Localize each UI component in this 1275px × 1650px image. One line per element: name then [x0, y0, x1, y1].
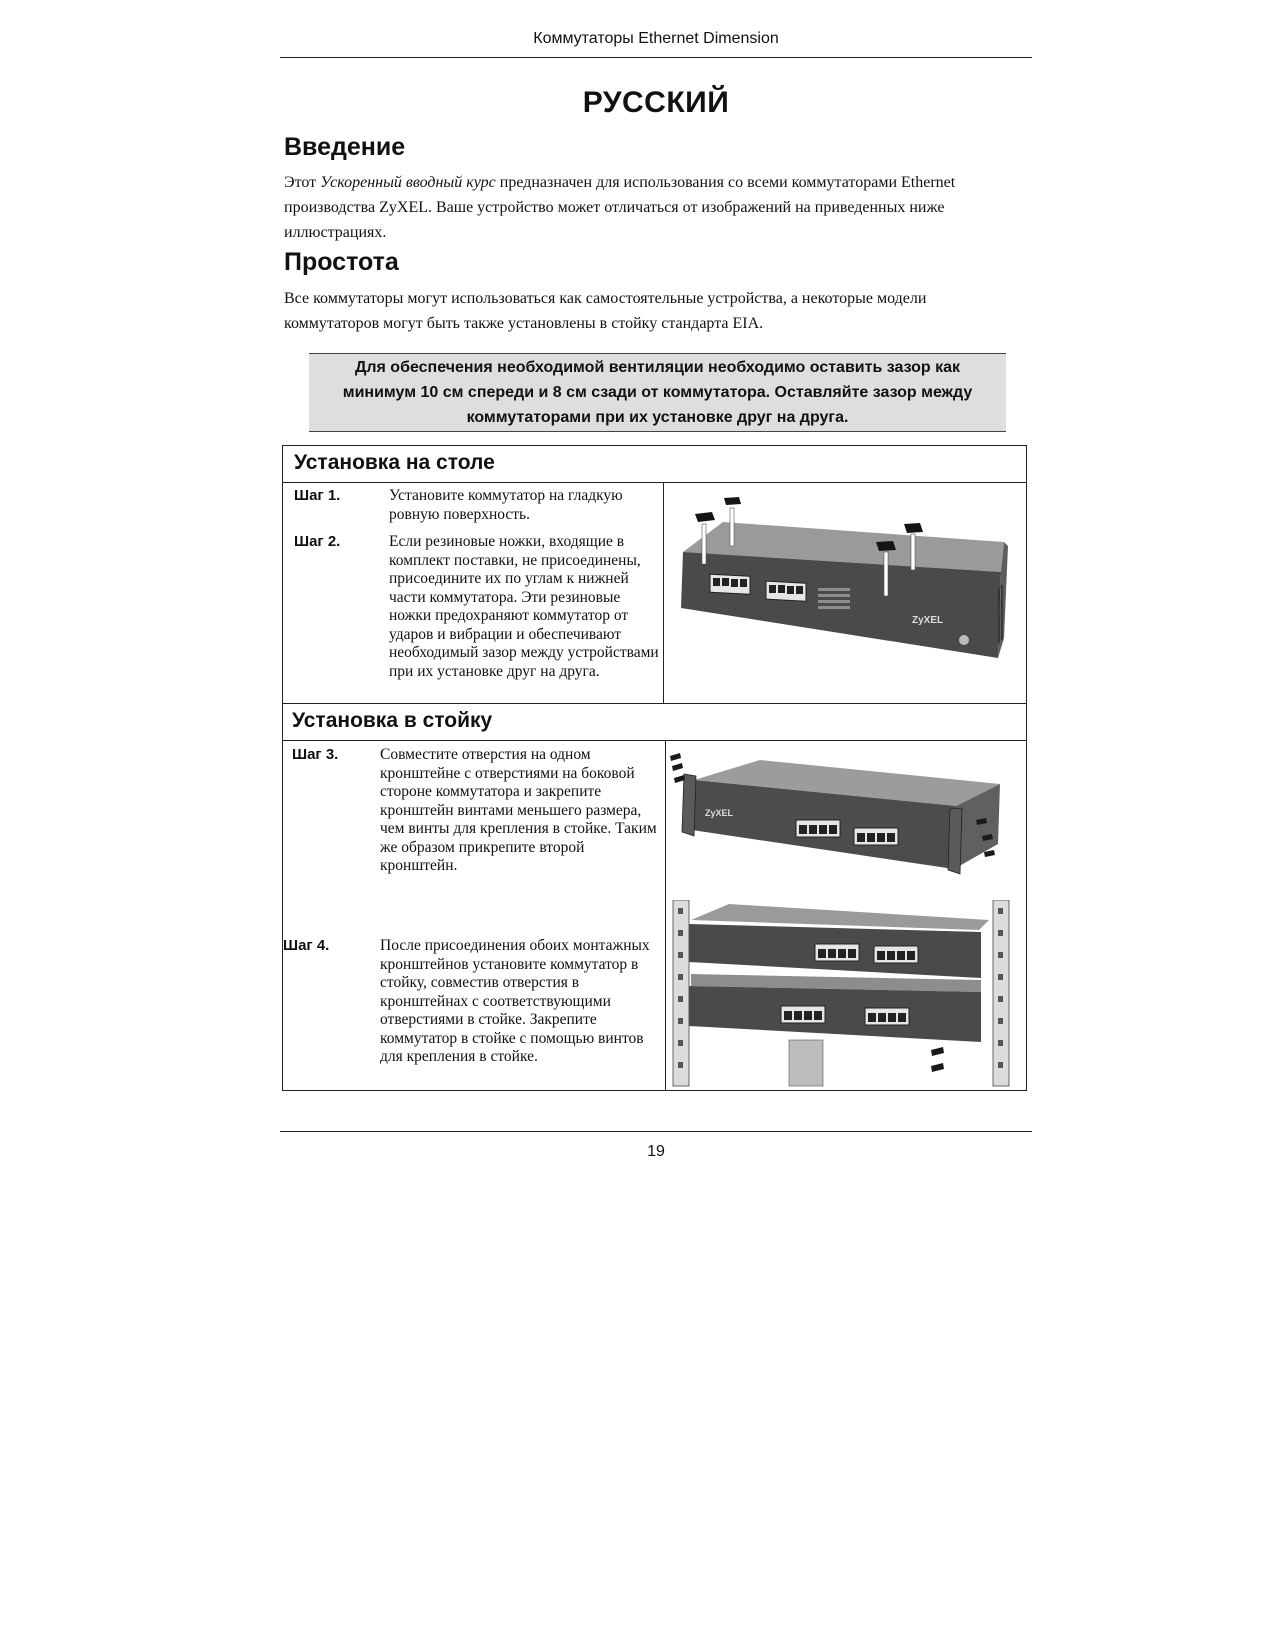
step-4-text: После присоединения обоих монтажных кронштейнов установите коммутатор в стойку, совместив отверстия в кронштейнах с соответствующими отверстиями в стойке. Закрепите коммутатор в стойке с помощью винтов для крепления в стойке.: [380, 937, 650, 1065]
step-4-label: Шаг 4.: [283, 937, 330, 954]
intro-heading: Введение: [284, 133, 406, 161]
table-divider: [282, 740, 1027, 741]
port-group-2: [766, 581, 806, 601]
right-bracket: [948, 808, 962, 874]
port-group-1: [710, 574, 750, 594]
page-number: 19: [647, 1143, 665, 1160]
column-divider: [665, 740, 666, 1091]
step-3-text: Совместите отверстия на одном кронштейне с отверстиями на боковой стороне коммутатора и закрепите кронштейн винтами меньшего размера, чем винты для крепления в стойке. Таким же образом прикрепите второй кронштейн.: [380, 746, 657, 874]
rack-screws: [931, 1047, 944, 1072]
course-name: Ускоренный вводный курс: [320, 174, 496, 191]
port-group-2: [854, 828, 898, 845]
step-3-label: Шаг 3.: [292, 746, 339, 763]
step-1-label: Шаг 1.: [294, 487, 341, 504]
simplicity-paragraph: Все коммутаторы могут использоваться как самостоятельные устройства, а некоторые модели коммутаторов могут быть также установлены в стойку стандарта EIA.: [284, 290, 927, 332]
simplicity-heading: Простота: [284, 248, 399, 276]
switch-brand-logo: ZyXEL: [912, 615, 944, 626]
switch-bracket-figure: [670, 744, 1024, 892]
table-divider: [282, 482, 1027, 483]
mounted-switch-lower: [689, 974, 981, 1042]
left-bracket: [682, 774, 696, 836]
step-2-label: Шаг 2.: [294, 533, 341, 550]
step-1-text: Установите коммутатор на гладкую ровную поверхность.: [389, 487, 623, 523]
mounted-switch-upper: [689, 904, 989, 978]
intro-paragraph: Этот Ускоренный вводный курс предназначен для использования со всеми коммутаторами Ethernet производства ZyXEL. Ваше устройство может отличаться от изображений на приведенных ниже иллюстрациях.: [284, 174, 956, 241]
ventilation-note: Для обеспечения необходимой вентиляции необходимо оставить зазор как минимум 10 см спереди и 8 см сзади от коммутатора. Оставляйте зазор между коммутаторами при их установке друг на друга.: [309, 353, 1006, 432]
rack-section-title: Установка в стойку: [292, 709, 493, 732]
switch-rubber-feet-figure: [668, 490, 1022, 700]
step-2-text: Если резиновые ножки, входящие в комплект поставки, не присоединены, присоедините их по углам к нижней части коммутатора. Эти резиновые ножки предохраняют коммутатор от ударов и вибрации и обеспечивают необходимый зазор между устройствами при их установке друг на друга.: [389, 533, 659, 680]
page-title: РУССКИЙ: [582, 86, 730, 119]
rack-base: [789, 1040, 823, 1086]
table-divider: [282, 703, 1027, 704]
brand-emblem: [959, 635, 969, 645]
footer-rule: [280, 1131, 1032, 1132]
header-rule: [280, 57, 1032, 58]
switch-in-rack-figure: [669, 900, 1023, 1088]
desktop-section-title: Установка на столе: [294, 451, 495, 474]
switch-brand-logo: ZyXEL: [705, 808, 734, 818]
column-divider: [663, 482, 664, 704]
port-group-1: [796, 820, 840, 837]
running-header: Коммутаторы Ethernet Dimension: [533, 30, 779, 47]
rack-rail-right: [993, 900, 1009, 1086]
bracket-screws-left: [670, 753, 685, 783]
rack-rail-left: [673, 900, 689, 1086]
